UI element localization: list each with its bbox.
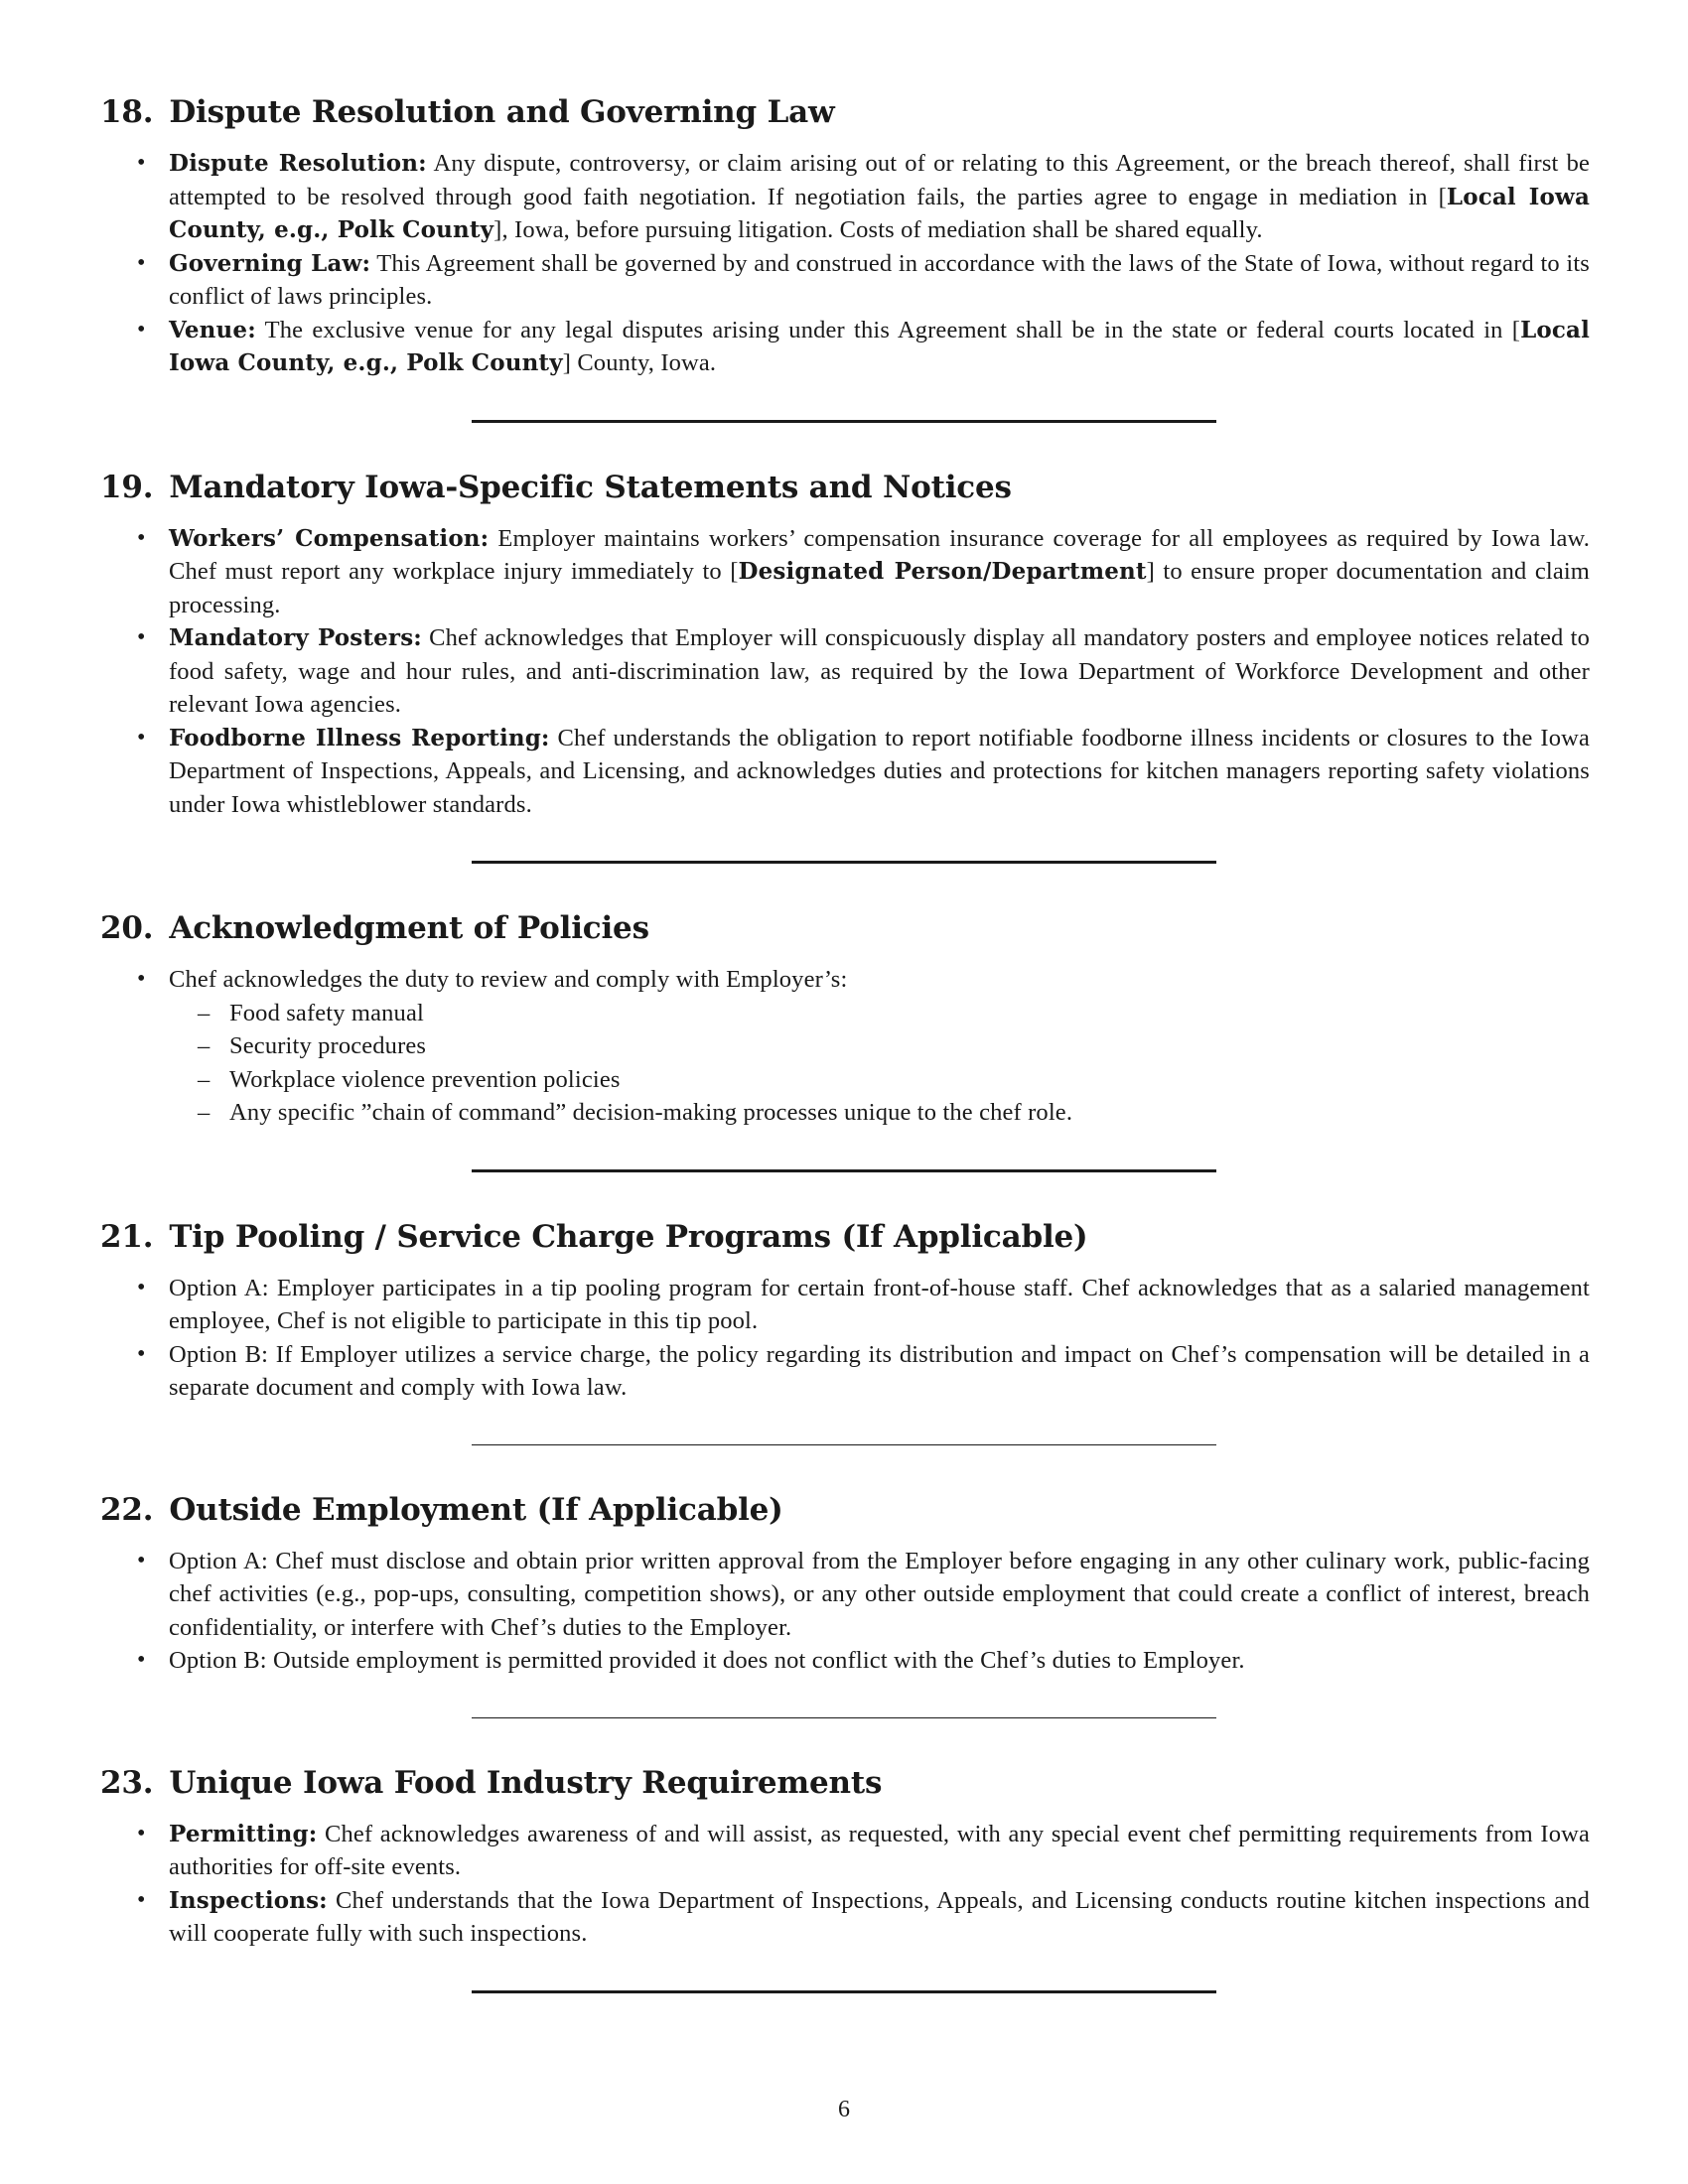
list-item: • Mandatory Posters: Chef acknowledges that Employer will conspicuously display all mandatory posters and employee notices related to food safety, wage and hour rules, and anti-discrimination law, as required by the Iowa Department of Workforce Development and other relevant Iowa agencies. bbox=[100, 621, 1590, 722]
list-item: • Chef acknowledges the duty to review and comply with Employer’s: – Food safety manual – Security procedures – Workplace violence prevention policies – Any specific ”chain of command” decision-making processes unique to the chef role. bbox=[100, 963, 1590, 1130]
section-heading: 20. Acknowledgment of Policies bbox=[100, 910, 649, 946]
list-item: • Dispute Resolution: Any dispute, controversy, or claim arising out of or relating to this Agreement, or the breach thereof, shall first be attempted to be resolved through good faith negotiation. If negotiation fails, the parties agree to engage in mediation in [Local Iowa County, e.g., Polk County], Iowa, before pursuing litigation. Costs of mediation shall be shared equally. bbox=[100, 147, 1590, 247]
section-20 bbox=[100, 907, 1590, 1130]
section-heading: 23. Unique Iowa Food Industry Requirements bbox=[100, 1764, 883, 1801]
section-divider bbox=[472, 861, 1216, 864]
section-23 bbox=[100, 1762, 1590, 1951]
document-page bbox=[100, 91, 1590, 1993]
sub-list-item: – Any specific ”chain of command” decision-making processes unique to the chef role. bbox=[169, 1096, 1590, 1130]
section-heading: 21. Tip Pooling / Service Charge Programs (If Applicable) bbox=[100, 1218, 1088, 1255]
list-item: • Workers’ Compensation: Employer maintains workers’ compensation insurance coverage for all employees as required by Iowa law. Chef must report any workplace injury immediately to [Designated Person/Department] to ensure proper documentation and claim processing. bbox=[100, 522, 1590, 622]
section-heading: 19. Mandatory Iowa-Specific Statements and Notices bbox=[100, 469, 1012, 505]
list-item: • Option A: Chef must disclose and obtain prior written approval from the Employer before engaging in any other culinary work, public-facing chef activities (e.g., pop-ups, consulting, competition shows), or any other outside employment that could create a conflict of interest, breach confidentiality, or interfere with Chef’s duties to the Employer. bbox=[100, 1545, 1590, 1645]
section-divider bbox=[472, 1717, 1216, 1718]
section-heading: 18. Dispute Resolution and Governing Law bbox=[100, 94, 835, 130]
page-number: 6 bbox=[838, 2097, 850, 2122]
list-item: • Foodborne Illness Reporting: Chef understands the obligation to report notifiable foodborne illness incidents or closures to the Iowa Department of Inspections, Appeals, and Licensing, and acknowledges duties and protections for kitchen managers reporting safety violations under Iowa whistleblower standards. bbox=[100, 722, 1590, 822]
list-item: • Inspections: Chef understands that the Iowa Department of Inspections, Appeals, and Licensing conducts routine kitchen inspections and will cooperate fully with such inspections. bbox=[100, 1884, 1590, 1951]
list-item: • Governing Law: This Agreement shall be governed by and construed in accordance with the laws of the State of Iowa, without regard to its conflict of laws principles. bbox=[100, 247, 1590, 314]
sub-list-item: – Security procedures bbox=[169, 1029, 1590, 1063]
sub-list-item: – Workplace violence prevention policies bbox=[169, 1063, 1590, 1097]
list-item: • Option B: Outside employment is permitted provided it does not conflict with the Chef’s duties to Employer. bbox=[100, 1644, 1590, 1678]
sub-list bbox=[169, 997, 1590, 1130]
bullet-list bbox=[100, 963, 1590, 1130]
bullet-list bbox=[100, 147, 1590, 380]
section-21 bbox=[100, 1216, 1590, 1405]
section-19 bbox=[100, 467, 1590, 822]
bullet-list bbox=[100, 1545, 1590, 1678]
list-item: • Option A: Employer participates in a tip pooling program for certain front-of-house staff. Chef acknowledges that as a salaried management employee, Chef is not eligible to participate in this tip pool. bbox=[100, 1272, 1590, 1338]
section-18 bbox=[100, 91, 1590, 380]
section-divider bbox=[472, 1444, 1216, 1445]
section-heading: 22. Outside Employment (If Applicable) bbox=[100, 1491, 783, 1528]
list-item: • Option B: If Employer utilizes a service charge, the policy regarding its distribution and impact on Chef’s compensation will be detailed in a separate document and comply with Iowa law. bbox=[100, 1338, 1590, 1405]
bullet-list bbox=[100, 1818, 1590, 1951]
sub-list-item: – Food safety manual bbox=[169, 997, 1590, 1030]
section-divider bbox=[472, 1990, 1216, 1993]
section-divider bbox=[472, 1169, 1216, 1172]
section-22 bbox=[100, 1489, 1590, 1678]
bullet-list bbox=[100, 522, 1590, 822]
section-divider bbox=[472, 420, 1216, 423]
bullet-list bbox=[100, 1272, 1590, 1405]
list-item: • Venue: The exclusive venue for any legal disputes arising under this Agreement shall be in the state or federal courts located in [Local Iowa County, e.g., Polk County] County, Iowa. bbox=[100, 314, 1590, 380]
list-item: • Permitting: Chef acknowledges awareness of and will assist, as requested, with any special event chef permitting requirements from Iowa authorities for off-site events. bbox=[100, 1818, 1590, 1884]
